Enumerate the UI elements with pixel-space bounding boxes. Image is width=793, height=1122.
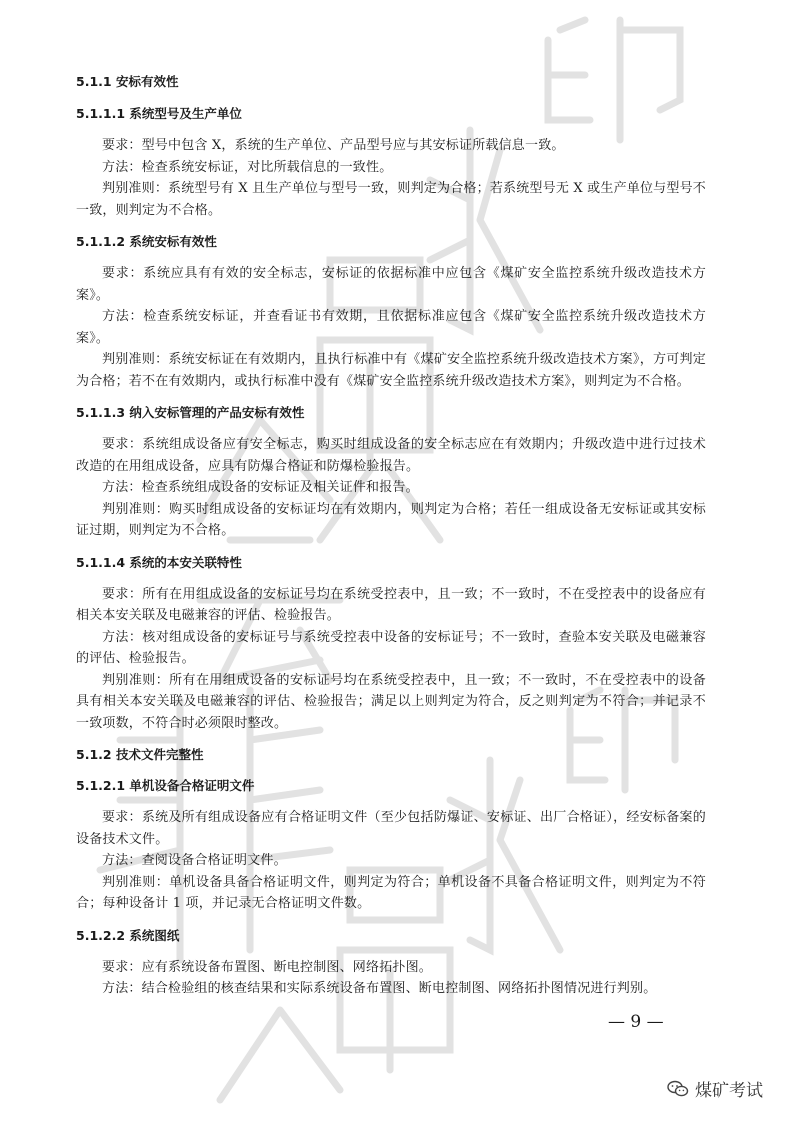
section-title: 5.1.1.4 系统的本安关联特性 xyxy=(76,554,242,570)
criteria-paragraph: 判别准则：系统型号有 X 且生产单位与型号一致，则判定为合格；若系统型号无 X 或生产单位与型号不一致，则判定为不合格。 xyxy=(76,181,706,218)
criteria-paragraph: 判别准则：所有在用组成设备的安标证号均在系统受控表中，且一致；不一致时，不在受控表中的设备具有相关本安关联及电磁兼容的评估、检验报告；满足以上则判定为符合，反之则判定为不符合；并记录不一致项数，不符合时必须限时整改。 xyxy=(76,672,706,731)
section-title: 5.1.1.1 系统型号及生产单位 xyxy=(76,106,242,121)
section-5-1-1-2 xyxy=(76,232,706,403)
brand-footer xyxy=(667,1076,763,1101)
method-paragraph: 方法：结合检验组的核查结果和实际系统设备布置图、断电控制图、网络拓扑图情况进行判别。 xyxy=(102,981,657,996)
section-5-1-2-1 xyxy=(76,776,706,926)
section-title: 5.1.1.3 纳入安标管理的产品安标有效性 xyxy=(76,405,305,420)
section-5-1-1-4 xyxy=(76,553,706,746)
requirement-paragraph: 要求：系统组成设备应有安全标志，购买时组成设备的安全标志应在有效期内；升级改造中进行过技术改造的在用组成设备，应具有防爆合格证和防爆检验报告。 xyxy=(76,437,706,474)
requirement-paragraph: 要求：系统及所有组成设备应有合格证明文件（至少包括防爆证、安标证、出厂合格证），经安标备案的设备技术文件。 xyxy=(76,810,706,847)
section-5-1-1-1 xyxy=(76,104,706,232)
criteria-paragraph: 判别准则：购买时组成设备的安标证均在有效期内，则判定为合格；若任一组成设备无安标证或其安标证过期，则判定为不合格。 xyxy=(76,501,706,538)
method-paragraph: 方法：核对组成设备的安标证号与系统受控表中设备的安标证号；不一致时，查验本安关联及电磁兼容的评估、检验报告。 xyxy=(76,629,706,666)
section-title: 5.1.2.1 单机设备合格证明文件 xyxy=(76,778,255,793)
method-paragraph: 方法：查阅设备合格证明文件。 xyxy=(102,853,287,868)
section-5-1-2-2 xyxy=(76,926,706,1000)
method-paragraph: 方法：检查系统组成设备的安标证及相关证件和报告。 xyxy=(102,480,419,495)
requirement-paragraph: 要求：应有系统设备布置图、断电控制图、网络拓扑图。 xyxy=(102,959,433,975)
document-body xyxy=(76,72,706,1000)
section-title: 5.1.1.2 系统安标有效性 xyxy=(76,234,217,249)
criteria-paragraph: 判别准则：系统安标证在有效期内，且执行标准中有《煤矿安全监控系统升级改造技术方案》，方可判定为合格；若不在有效期内，或执行标准中没有《煤矿安全监控系统升级改造技术方案》，则判定为不合格。 xyxy=(76,352,706,389)
section-title: 5.1.2 技术文件完整性 xyxy=(76,747,204,762)
section-title: 5.1.2.2 系统图纸 xyxy=(76,927,180,943)
section-5-1-1-3 xyxy=(76,403,706,553)
heading-5-1-1: 5.1.1 安标有效性 xyxy=(76,74,179,89)
criteria-paragraph: 判别准则：单机设备具备合格证明文件，则判定为符合；单机设备不具备合格证明文件，则判定为不符合；每种设备计 1 项，并记录无合格证明文件数。 xyxy=(76,874,706,911)
page-number: — 9 — xyxy=(608,1012,664,1032)
method-paragraph: 方法：检查系统安标证，对比所载信息的一致性。 xyxy=(102,159,393,175)
method-paragraph: 方法：检查系统安标证，并查看证书有效期，且依据标准应包含《煤矿安全监控系统升级改造技术方案》。 xyxy=(76,309,706,346)
wechat-icon xyxy=(667,1080,689,1098)
requirement-paragraph: 要求：系统应具有有效的安全标志，安标证的依据标准中应包含《煤矿安全监控系统升级改造技术方案》。 xyxy=(76,266,706,303)
section-5-1-2 xyxy=(76,745,706,776)
requirement-paragraph: 要求：所有在用组成设备的安标证号均在系统受控表中，且一致；不一致时，不在受控表中的设备应有相关本安关联及电磁兼容的评估、检验报告。 xyxy=(76,586,706,623)
brand-name: 煤矿考试 xyxy=(695,1081,763,1101)
requirement-paragraph: 要求：型号中包含 X，系统的生产单位、产品型号应与其安标证所载信息一致。 xyxy=(102,138,565,153)
